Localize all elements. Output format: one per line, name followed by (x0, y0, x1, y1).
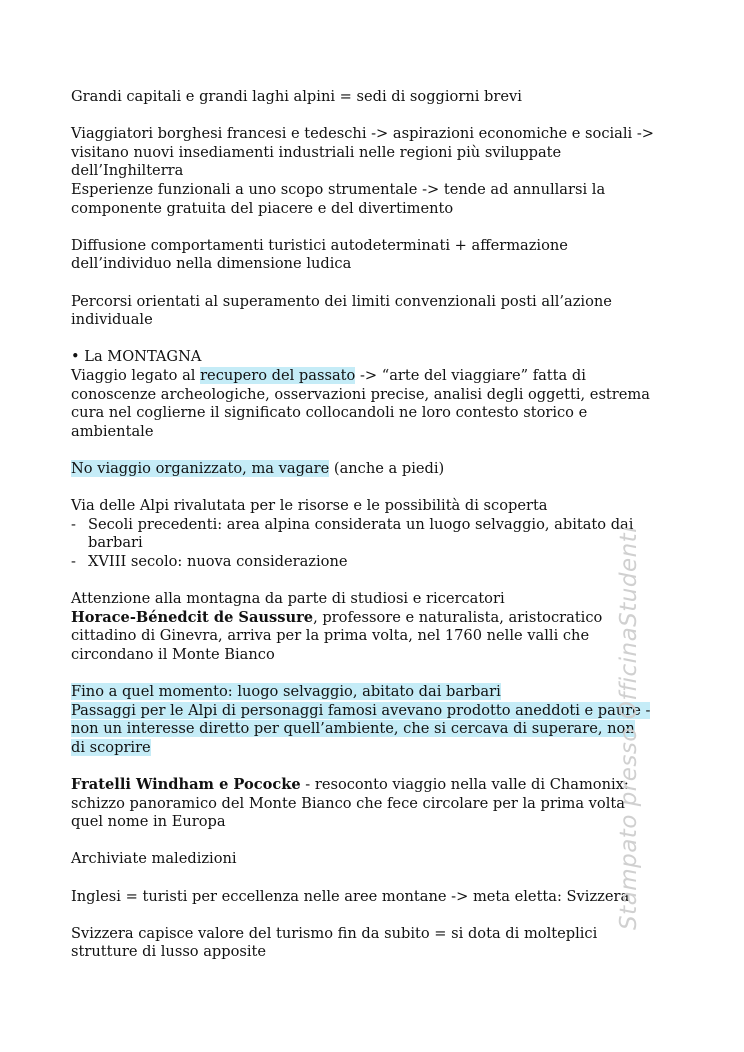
text-line: Grandi capitali e grandi laghi alpini = sedi di soggiorni brevi (71, 88, 522, 105)
text-line: visitano nuovi insediamenti industriali nelle regioni più sviluppate (71, 143, 562, 161)
text-line: componente gratuita del piacere e del divertimento (71, 199, 454, 217)
text-line (71, 683, 676, 702)
text-line: Inglesi = turisti per eccellenza nelle aree montane -> meta eletta: Svizzera (71, 887, 630, 905)
watermark (616, 525, 646, 930)
list-dash: - (71, 552, 76, 570)
highlight: recupero del passato (200, 366, 356, 384)
highlight: Fino a quel momento: luogo selvaggio, abitato dai barbari (71, 683, 501, 700)
text-line: Via delle Alpi rivalutata per le risorse e le possibilità di scoperta (71, 497, 548, 515)
text-line: Svizzera capisce valore del turismo fin da subito = si dota di molteplici (71, 924, 598, 942)
text-line: Diffusione comportamenti turistici autodeterminati + affermazione (71, 236, 568, 254)
watermark-text: Stampato presso OfficinaStudenti (616, 525, 642, 930)
text-line: Esperienze funzionali a uno scopo strumentale -> tende ad annullarsi la (71, 180, 606, 198)
text-line (71, 460, 676, 479)
text-line: conoscenze archeologiche, osservazioni precise, analisi degli oggetti, estrema (71, 385, 650, 403)
highlight: Passaggi per le Alpi di personaggi famosi avevano prodotto aneddoti e paure - (71, 701, 651, 719)
text-line (71, 609, 676, 628)
text-line: individuale (71, 311, 153, 329)
text-line: cittadino di Ginevra, arriva per la prima volta, nel 1760 nelle valli che (71, 627, 590, 645)
text-line: strutture di lusso apposite (71, 943, 267, 961)
list-item (71, 553, 676, 572)
text-line: Percorsi orientati al superamento dei limiti convenzionali posti all’azione (71, 292, 612, 310)
text-line: schizzo panoramico del Monte Bianco che fece circolare per la prima volta (71, 794, 625, 812)
text-span: -> “arte del viaggiare” fatta di (355, 366, 586, 384)
text-line: ambientale (71, 422, 154, 440)
document-body (71, 88, 676, 962)
text-line: Archiviate maledizioni (71, 850, 237, 868)
bold-name: Fratelli Windham e Pococke (71, 775, 301, 793)
text-line (71, 739, 676, 758)
text-line: Viaggiatori borghesi francesi e tedeschi -> aspirazioni economiche e sociali -> (71, 125, 655, 143)
list-dash: - (71, 515, 76, 533)
text-line: dell’Inghilterra (71, 162, 184, 180)
text-line: Attenzione alla montagna da parte di studiosi e ricercatori (71, 590, 505, 608)
text-line (71, 776, 676, 795)
text-span: Secoli precedenti: area alpina considerata un luogo selvaggio, abitato dai (88, 515, 634, 533)
text-span: - resoconto viaggio nella valle di Chamonix: (300, 775, 629, 793)
text-line (71, 702, 676, 721)
highlight: non un interesse diretto per quell’ambiente, che si cercava di superare, non (71, 720, 635, 738)
text-span: , professore e naturalista, aristocratico (313, 608, 603, 626)
text-span: (anche a piedi) (329, 459, 445, 477)
list-item-continuation: barbari (88, 534, 143, 552)
text-line: circondano il Monte Bianco (71, 645, 275, 663)
text-line (71, 367, 676, 386)
text-line: cura nel coglierne il significato collocandoli ne loro contesto storico e (71, 404, 588, 422)
text-line: dell’individuo nella dimensione ludica (71, 255, 352, 273)
highlight: di scoprire (71, 738, 151, 756)
text-span: XVIII secolo: nuova considerazione (88, 552, 348, 570)
bold-name: Horace-Bénedcit de Saussure (71, 608, 314, 626)
text-line (71, 720, 676, 739)
highlight: No viaggio organizzato, ma vagare (71, 459, 330, 477)
list-item (71, 516, 676, 535)
text-line: quel nome in Europa (71, 813, 226, 831)
text-span: Viaggio legato al (71, 366, 201, 384)
section-heading: • La MONTAGNA (71, 348, 202, 366)
